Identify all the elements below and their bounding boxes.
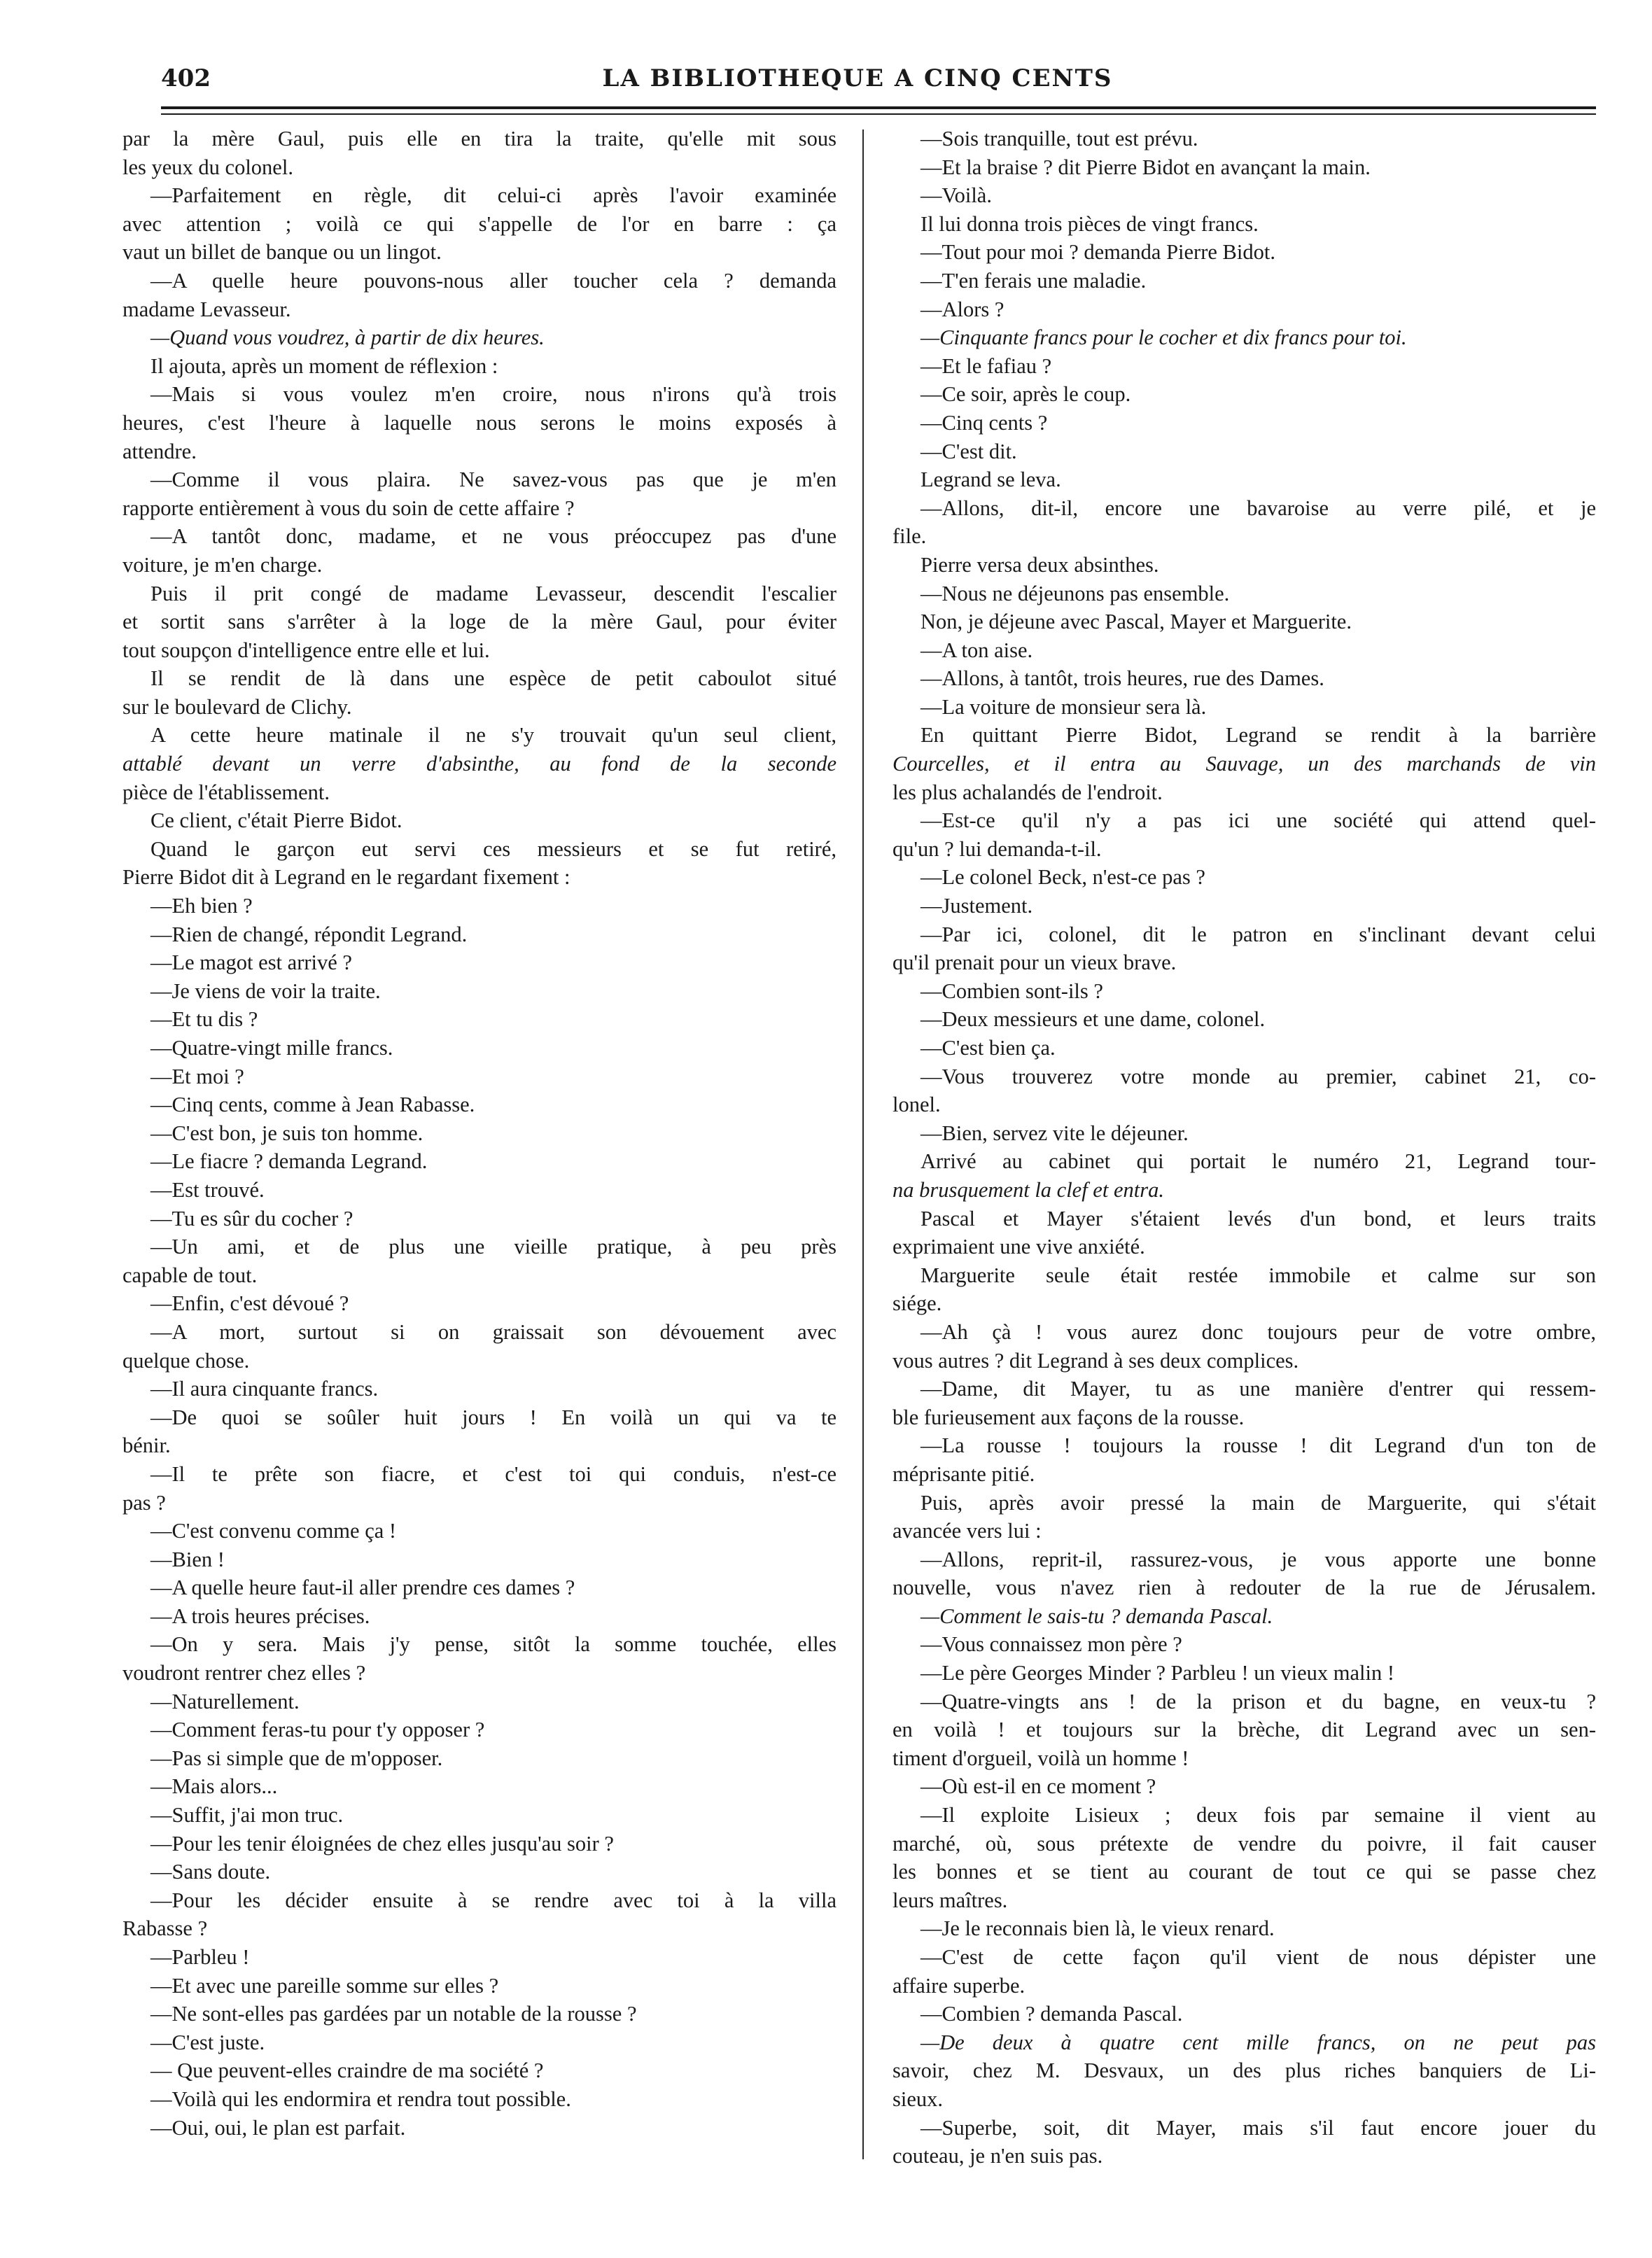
text-line: voiture, je m'en charge. — [122, 552, 323, 577]
text-line: —C'est bon, je suis ton homme. — [150, 1121, 424, 1145]
text-line: —T'en ferais une maladie. — [920, 268, 1147, 293]
text-line: —Bien, servez vite le déjeuner. — [920, 1121, 1189, 1145]
text-line: —Le fiacre ? demanda Legrand. — [150, 1149, 428, 1174]
text-line: —Il exploite Lisieux ; deux fois par semaine il vient au — [920, 1803, 1596, 1828]
text-line: Puis il prit congé de madame Levasseur, descendit l'escalier — [150, 581, 836, 605]
text-line: —A mort, surtout si on graissait son dévouement avec — [150, 1319, 836, 1344]
text-line: avancée vers lui : — [892, 1519, 1042, 1543]
text-line: Quand le garçon eut servi ces messieurs et se fut retiré, — [150, 836, 836, 861]
text-line: —Le colonel Beck, n'est-ce pas ? — [920, 865, 1205, 890]
page-header — [119, 64, 1596, 109]
text-line: —Et la braise ? dit Pierre Bidot en avançant la main. — [920, 155, 1371, 179]
text-line: —Voilà qui les endormira et rendra tout possible. — [150, 2087, 571, 2111]
text-line: nouvelle, vous n'avez rien à redouter de la rue de Jérusalem. — [892, 1576, 1596, 1600]
text-line: —A quelle heure pouvons-nous aller toucher cela ? demanda — [150, 268, 836, 293]
text-line: file. — [892, 524, 927, 549]
text-line: Pierre versa deux absinthes. — [920, 552, 1159, 577]
text-line: et sortit sans s'arrêter à la loge de la mère Gaul, pour éviter — [122, 610, 836, 634]
text-line: — Que peuvent-elles craindre de ma société ? — [150, 2059, 544, 2083]
text-line: —Est-ce qu'il n'y a pas ici une société qui attend quel- — [920, 808, 1596, 833]
text-line: —De quoi se soûler huit jours ! En voilà un qui va te — [150, 1405, 836, 1429]
text-line: quelque chose. — [122, 1348, 250, 1373]
text-line: —C'est bien ça. — [920, 1036, 1056, 1060]
text-line: ble furieusement aux façons de la rousse. — [892, 1405, 1245, 1429]
text-line: —Ah çà ! vous aurez donc toujours peur de votre ombre, — [920, 1319, 1596, 1344]
text-line: pas ? — [122, 1490, 166, 1515]
text-line: —Sois tranquille, tout est prévu. — [920, 127, 1198, 150]
text-line: sieux. — [892, 2087, 944, 2111]
text-line: —La rousse ! toujours la rousse ! dit Legrand d'un ton de — [920, 1433, 1596, 1458]
text-line: —Comme il vous plaira. Ne savez-vous pas que je m'en — [150, 468, 836, 492]
text-line: —Je viens de voir la traite. — [150, 979, 381, 1003]
text-line: —Mais si vous voulez m'en croire, nous n'irons qu'à trois — [150, 382, 836, 407]
text-line: Non, je déjeune avec Pascal, Mayer et Marguerite. — [920, 610, 1352, 634]
text-line: avec attention ; voilà ce qui s'appelle de l'or en barre : ça — [122, 211, 836, 236]
text-line: —Je le reconnais bien là, le vieux renard. — [920, 1916, 1275, 1941]
text-line: attablé devant un verre d'absinthe, au fond de la seconde — [122, 752, 836, 776]
text-line: —Et le fafiau ? — [920, 353, 1052, 378]
text-line: —Eh bien ? — [150, 894, 253, 918]
text-line: —C'est de cette façon qu'il vient de nous dépister une — [920, 1945, 1596, 1969]
text-line: —Il te prête son fiacre, et c'est toi qui conduis, n'est-ce — [150, 1461, 836, 1486]
text-line: —Il aura cinquante francs. — [150, 1377, 379, 1401]
text-line: Courcelles, et il entra au Sauvage, un des marchands de vin — [892, 752, 1596, 776]
text-line: —Par ici, colonel, dit le patron en s'inclinant devant celui — [920, 922, 1596, 946]
text-line: les yeux du colonel. — [122, 155, 293, 179]
left-text-column — [122, 125, 836, 2142]
text-line: —Et avec une pareille somme sur elles ? — [150, 1973, 499, 1998]
text-line: —Et moi ? — [150, 1064, 244, 1088]
text-line: rapporte entièrement à vous du soin de cette affaire ? — [122, 496, 575, 520]
text-line: —Pour les tenir éloignées de chez elles jusqu'au soir ? — [150, 1831, 614, 1856]
text-line: —Rien de changé, répondit Legrand. — [150, 922, 468, 946]
text-line: savoir, chez M. Desvaux, un des plus riches banquiers de Li- — [892, 2059, 1596, 2083]
text-line: —Cinq cents ? — [920, 410, 1048, 435]
text-line: —Combien ? demanda Pascal. — [920, 2002, 1183, 2026]
text-line: vaut un billet de banque ou un lingot. — [122, 240, 442, 265]
text-line: —Pour les décider ensuite à se rendre avec toi à la villa — [150, 1888, 836, 1912]
text-line: tout soupçon d'intelligence entre elle et lui. — [122, 638, 490, 662]
text-line: —Ce soir, après le coup. — [920, 382, 1131, 407]
text-line: —De deux à quatre cent mille francs, on ne peut pas — [920, 2030, 1596, 2054]
text-line: —Le père Georges Minder ? Parbleu ! un vieux malin ! — [920, 1661, 1395, 1685]
text-line: —Allons, reprit-il, rassurez-vous, je vous apporte une bonne — [920, 1547, 1596, 1571]
text-line: —Ne sont-elles pas gardées par un notable de la rousse ? — [150, 2002, 637, 2026]
text-line: —Oui, oui, le plan est parfait. — [150, 2115, 406, 2140]
text-line: A cette heure matinale il ne s'y trouvait qu'un seul client, — [150, 723, 836, 748]
text-line: Rabasse ? — [122, 1916, 208, 1941]
text-line: —Tu es sûr du cocher ? — [150, 1206, 354, 1230]
text-line: timent d'orgueil, voilà un homme ! — [892, 1746, 1189, 1770]
text-line: Il ajouta, après un moment de réflexion : — [150, 353, 498, 378]
text-line: Legrand se leva. — [920, 468, 1061, 492]
text-line: marché, où, sous prétexte de vendre du poivre, il fait causer — [892, 1831, 1596, 1856]
text-line: en voilà ! et toujours sur la brèche, dit Legrand avec un sen- — [892, 1718, 1596, 1742]
text-line: —Quand vous voudrez, à partir de dix heures. — [150, 325, 545, 350]
text-line: méprisante pitié. — [892, 1461, 1035, 1486]
text-line: madame Levasseur. — [122, 297, 291, 321]
text-line: —Un ami, et de plus une vieille pratique, à peu près — [150, 1235, 836, 1259]
text-line: —Comment feras-tu pour t'y opposer ? — [150, 1718, 485, 1742]
text-line: —Cinquante francs pour le cocher et dix francs pour toi. — [920, 325, 1407, 350]
text-line: Ce client, c'était Pierre Bidot. — [150, 808, 402, 833]
text-line: —Quatre-vingt mille francs. — [150, 1036, 393, 1060]
text-line: —Le magot est arrivé ? — [150, 951, 352, 975]
text-line: —La voiture de monsieur sera là. — [920, 694, 1207, 719]
text-line: —Nous ne déjeunons pas ensemble. — [920, 581, 1230, 605]
text-line: —Voilà. — [920, 183, 992, 208]
text-line: les bonnes et se tient au courant de tout ce qui se passe chez — [892, 1860, 1596, 1884]
text-line: bénir. — [122, 1433, 171, 1458]
header-rule-thick — [161, 106, 1596, 109]
text-line: —C'est juste. — [150, 2030, 265, 2054]
text-line: —Naturellement. — [150, 1689, 300, 1713]
text-line: sur le boulevard de Clichy. — [122, 694, 352, 719]
text-line: Pascal et Mayer s'étaient levés d'un bond, et leurs traits — [920, 1206, 1596, 1230]
text-line: —A trois heures précises. — [150, 1604, 370, 1628]
text-line: —Pas si simple que de m'opposer. — [150, 1746, 443, 1770]
text-line: pièce de l'établissement. — [122, 780, 330, 804]
text-line: leurs maîtres. — [892, 1888, 1008, 1912]
text-line: —Cinq cents, comme à Jean Rabasse. — [150, 1093, 475, 1117]
text-line: par la mère Gaul, puis elle en tira la traite, qu'elle mit sous — [122, 127, 836, 150]
text-line: voudront rentrer chez elles ? — [122, 1661, 366, 1685]
text-line: —Tout pour moi ? demanda Pierre Bidot. — [920, 240, 1275, 265]
text-line: exprimaient une vive anxiété. — [892, 1235, 1145, 1259]
text-line: —A quelle heure faut-il aller prendre ces dames ? — [150, 1576, 575, 1600]
text-line: —Bien ! — [150, 1547, 225, 1571]
text-line: Pierre Bidot dit à Legrand en le regardant fixement : — [122, 865, 570, 890]
text-line: qu'il prenait pour un vieux brave. — [892, 951, 1177, 975]
text-line: qu'un ? lui demanda-t-il. — [892, 836, 1102, 861]
text-line: —Où est-il en ce moment ? — [920, 1774, 1156, 1799]
text-line: —Parfaitement en règle, dit celui-ci après l'avoir examinée — [150, 183, 836, 208]
text-line: Puis, après avoir pressé la main de Marguerite, qui s'était — [920, 1490, 1596, 1515]
text-line: capable de tout. — [122, 1263, 258, 1287]
text-line: —A ton aise. — [920, 638, 1033, 662]
column-divider — [862, 129, 864, 2159]
text-line: attendre. — [122, 439, 197, 463]
text-line: —Parbleu ! — [150, 1945, 250, 1969]
text-line: —Vous connaissez mon père ? — [920, 1632, 1182, 1657]
text-line: —On y sera. Mais j'y pense, sitôt la somme touchée, elles — [150, 1632, 836, 1657]
text-line: les plus achalandés de l'endroit. — [892, 780, 1163, 804]
text-line: —Allons, à tantôt, trois heures, rue des Dames. — [920, 666, 1324, 691]
text-line: —Suffit, j'ai mon truc. — [150, 1803, 344, 1828]
text-line: —C'est dit. — [920, 439, 1017, 463]
text-line: —Justement. — [920, 894, 1033, 918]
text-line: vous autres ? dit Legrand à ses deux complices. — [892, 1348, 1299, 1373]
text-line: —A tantôt donc, madame, et ne vous préoccupez pas d'une — [150, 524, 836, 549]
text-line: —Superbe, soit, dit Mayer, mais s'il faut encore jouer du — [920, 2115, 1596, 2140]
text-line: —Quatre-vingts ans ! de la prison et du bagne, en veux-tu ? — [920, 1689, 1596, 1713]
text-line: —Sans doute. — [150, 1860, 271, 1884]
text-line: Il lui donna trois pièces de vingt francs. — [920, 211, 1259, 236]
header-rule-thin — [161, 113, 1596, 115]
text-line: —Deux messieurs et une dame, colonel. — [920, 1007, 1266, 1032]
text-line: lonel. — [892, 1093, 941, 1117]
text-line: En quittant Pierre Bidot, Legrand se rendit à la barrière — [920, 723, 1596, 748]
text-line: —Mais alors... — [150, 1774, 278, 1799]
text-line: siége. — [892, 1291, 942, 1316]
right-text-column — [892, 125, 1596, 2171]
text-line: —Vous trouverez votre monde au premier, cabinet 21, co- — [920, 1064, 1596, 1088]
text-line: —Allons, dit-il, encore une bavaroise au verre pilé, et je — [920, 496, 1596, 520]
text-line: Arrivé au cabinet qui portait le numéro 21, Legrand tour- — [920, 1149, 1596, 1174]
text-line: na brusquement la clef et entra. — [892, 1177, 1164, 1202]
text-line: affaire superbe. — [892, 1973, 1026, 1998]
text-line: —Est trouvé. — [150, 1177, 265, 1202]
text-line: —Alors ? — [920, 297, 1004, 321]
text-line: —Enfin, c'est dévoué ? — [150, 1291, 349, 1316]
text-line: Il se rendit de là dans une espèce de petit caboulot situé — [150, 666, 836, 691]
text-line: —Dame, dit Mayer, tu as une manière d'entrer qui ressem- — [920, 1377, 1596, 1401]
page-number: 402 — [161, 64, 211, 92]
text-line: —Comment le sais-tu ? demanda Pascal. — [920, 1604, 1273, 1628]
text-line: —Combien sont-ils ? — [920, 979, 1103, 1003]
text-line: couteau, je n'en suis pas. — [892, 2144, 1103, 2168]
text-line: Marguerite seule était restée immobile et calme sur son — [920, 1263, 1596, 1287]
text-line: —Et tu dis ? — [150, 1007, 258, 1032]
text-line: heures, c'est l'heure à laquelle nous serons le moins exposés à — [122, 410, 836, 435]
running-title: LA BIBLIOTHEQUE A CINQ CENTS — [602, 64, 1113, 92]
text-line: —C'est convenu comme ça ! — [150, 1519, 397, 1543]
